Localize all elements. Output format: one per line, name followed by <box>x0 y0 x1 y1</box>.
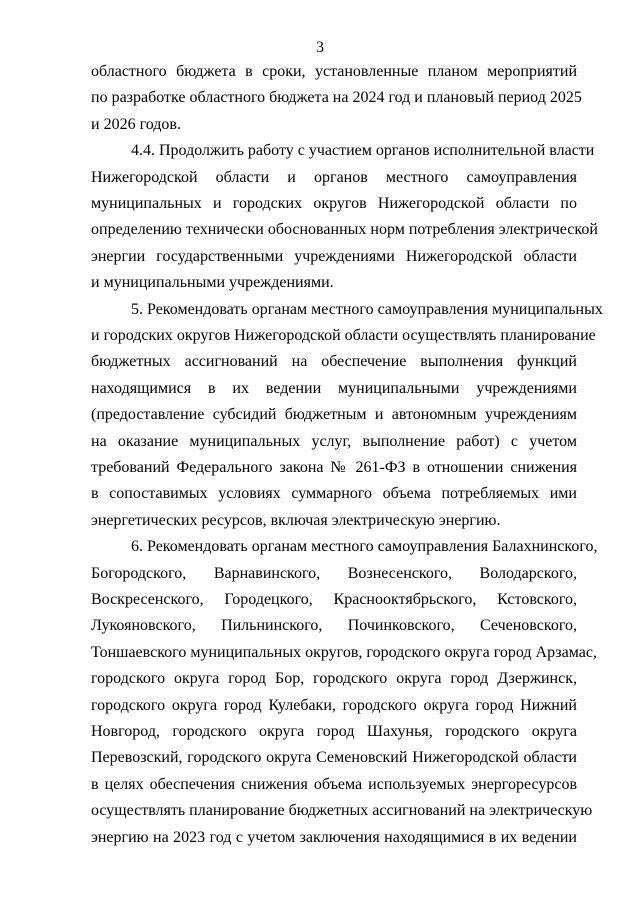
text-line: Богородского, Варнавинского, Вознесенского, Володарского, <box>91 565 577 582</box>
text-line: городского округа город Кулебаки, городского округа город Нижний <box>91 697 577 714</box>
text-line: муниципальных и городских округов Нижегородской области по <box>91 195 577 212</box>
text-line: Новгород, городского округа город Шахунья, городского округа <box>91 723 577 740</box>
text-line: Нижегородской области и органов местного самоуправления <box>91 169 577 186</box>
text-line: Воскресенского, Городецкого, Краснооктябрьского, Кстовского, <box>91 591 577 608</box>
text-line: в сопоставимых условиях суммарного объема потребляемых ими <box>91 485 577 502</box>
text-line: осуществлять планирование бюджетных ассигнований на электрическую <box>91 802 593 819</box>
text-line: находящимися в их ведении муниципальными учреждениями <box>91 380 577 397</box>
text-line: областного бюджета в сроки, установленные планом мероприятий <box>91 63 577 80</box>
text-line: энергии государственными учреждениями Нижегородской области <box>91 248 577 265</box>
paragraph-first-line: 4.4. Продолжить работу с участием органов исполнительной власти <box>131 142 595 159</box>
paragraph-first-line: 5. Рекомендовать органам местного самоуправления муниципальных <box>131 301 603 318</box>
text-line: определению технически обоснованных норм потребления электрической <box>91 221 598 238</box>
text-line: бюджетных ассигнований на обеспечение выполнения функций <box>91 353 577 370</box>
text-line: (предоставление субсидий бюджетным и автономным учреждениям <box>91 406 577 423</box>
text-line: энергетических ресурсов, включая электрическую энергию. <box>91 512 501 529</box>
text-line: и городских округов Нижегородской области осуществлять планирование <box>91 327 596 344</box>
text-line: энергию на 2023 год с учетом заключения находящимися в их ведении <box>91 829 577 846</box>
paragraph-first-line: 6. Рекомендовать органам местного самоуправления Балахнинского, <box>131 538 598 555</box>
text-line: в целях обеспечения снижения объема используемых энергоресурсов <box>91 776 577 793</box>
text-line: на оказание муниципальных услуг, выполнение работ) с учетом <box>91 433 577 450</box>
text-line: по разработке областного бюджета на 2024 год и плановый период 2025 <box>91 89 582 106</box>
text-line: и 2026 годов. <box>91 116 181 133</box>
text-line: Перевозский, городского округа Семеновский Нижегородской области <box>91 749 577 766</box>
page-number: 3 <box>316 39 324 56</box>
text-line: Тоншаевского муниципальных округов, городского округа город Арзамас, <box>91 644 597 661</box>
text-line: требований Федерального закона № 261-ФЗ в отношении снижения <box>91 459 577 476</box>
text-line: и муниципальными учреждениями. <box>91 274 334 291</box>
text-line: Лукояновского, Пильнинского, Починковского, Сеченовского, <box>91 617 577 634</box>
text-line: городского округа город Бор, городского округа город Дзержинск, <box>91 670 577 687</box>
